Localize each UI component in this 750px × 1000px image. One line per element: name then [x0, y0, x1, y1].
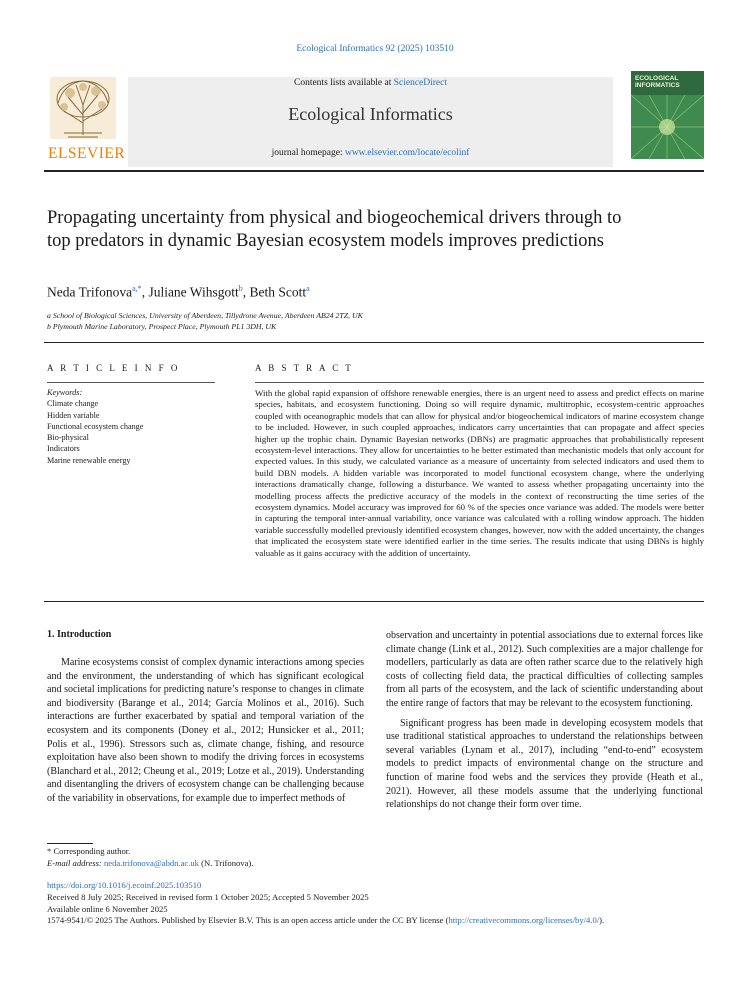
abstract-heading: A B S T R A C T: [255, 363, 354, 373]
keyword-item: Marine renewable energy: [47, 455, 131, 465]
abstract-rule: [255, 382, 704, 383]
journal-homepage-line: [128, 148, 613, 158]
elsevier-wordmark: ELSEVIER: [48, 145, 126, 162]
keywords-block: [47, 387, 143, 466]
author-name[interactable]: Neda Trifonova: [47, 284, 133, 300]
license-prefix: 1574-9541/© 2025 The Authors. Published by Elsevier B.V. This is an open access article under the CC BY license (: [47, 915, 449, 925]
keyword-item: Indicators: [47, 444, 80, 454]
article-info-heading: A R T I C L E I N F O: [47, 363, 180, 373]
license-link[interactable]: http://creativecommons.org/licenses/by/4.0/: [448, 915, 600, 925]
introduction-column-2: [386, 629, 703, 812]
license-line: [47, 915, 604, 925]
keyword-item: Functional ecosystem change: [47, 421, 144, 431]
journal-name: Ecological Informatics: [288, 104, 453, 124]
introduction-paragraph: Significant progress has been made in developing ecosystem models that use traditional statistical approaches to understand the relationships between several variables (Lynam et al., 2017), including “end-to-end” ecosystem models to predict impacts of environmental change on the structure and function of marine food webs and the services they provide (Heath et al., 2021). However, all these models assume that the underlying functional relationships do not change their form over time.: [386, 717, 703, 811]
corresponding-author-note: * Corresponding author.: [47, 846, 131, 856]
keyword-item: Hidden variable: [47, 410, 100, 420]
cover-title: ECOLOGICAL INFORMATICS: [635, 75, 680, 89]
author-affiliation-marker[interactable]: a: [306, 284, 310, 293]
introduction-heading: 1. Introduction: [47, 629, 112, 640]
author-affiliation-marker[interactable]: b: [238, 284, 243, 293]
homepage-prefix: journal homepage:: [271, 148, 345, 158]
cover-art-icon: [631, 95, 704, 159]
keywords-label: Keywords:: [47, 388, 83, 397]
journal-reference-link[interactable]: Ecological Informatics 92 (2025) 103510: [296, 44, 454, 54]
elsevier-logo: [44, 75, 126, 165]
available-online-date: Available online 6 November 2025: [47, 904, 168, 914]
footnote-rule: [47, 843, 93, 844]
journal-cover-image[interactable]: [631, 71, 704, 159]
paper-title: Propagating uncertainty from physical and biogeochemical drivers through to top predators in dynamic Bayesian ecosystem models improves predictions: [47, 208, 622, 251]
abstract-text: With the global rapid expansion of offshore renewable energies, there is an urgent need to assess and predict effects on marine species, habitats, and ecosystem functioning. Doing so will require dynamic, multitrophic, ecosystem-centric approaches coupled with oceanographic models that can allow for physical and/or biogeochemical indicators of marine ecosystem change to be included. However, in such coupled approaches, indicators carry uncertainties that can propagate and affect species higher up the trophic chain. Dynamic Bayesian networks (DBNs) are pragmatic approaches that probabilistically represent ecosystem-level interactions. They allow for uncertainties to be better estimated than mechanistic models that only account for expected values. In this study, we calculated variance as a measure of uncertainty from selected indicators and used them to build DBN models. A hidden variable was incorporated to model functional ecosystem change, where the underlying interactions dramatically change, following a disturbance. We wanted to assess whether propagating uncertainty into the modelling process affects the predictive accuracy of the models in the context of reconstructing the time series of the ecosystem dynamics. Model accuracy was improved for 60 % of the species once variance was added. The models were better in capturing the temporal inter-annual variability, once variance was calculated with a rolling window approach. The hidden variable successfully modelled previously identified ecosystem changes, however, now with the added uncertainty, the changes that implicated the ecosystem state were identified earlier in the time series. The results indicate that using DBNs is highly valuable as it gains accuracy with the addition of uncertainty.: [255, 388, 704, 558]
header-rule: [44, 170, 704, 172]
homepage-link[interactable]: www.elsevier.com/locate/ecolinf: [344, 148, 470, 158]
affiliation-a: a School of Biological Sciences, University of Aberdeen, Tillydrone Avenue, Aberdeen AB24 2TZ, UK: [47, 311, 363, 320]
author-list: Neda Trifonova$^{a,*}$, Juliane Wihsgott$^b$, Beth Scott$^a$: [47, 284, 310, 300]
keyword-item: Bio-physical: [47, 433, 89, 443]
contents-line: [128, 78, 613, 88]
email-suffix: (N. Trifonova).: [198, 858, 254, 868]
contents-prefix: Contents lists available at: [293, 78, 394, 88]
introduction-paragraph: observation and uncertainty in potential associations due to external forces like climate change (Link et al., 2012). Such complexities are a major challenge for modellers, particularly as data are often rather scarce due to the relatively high costs of collecting field data, the practical difficulties of collecting samples from all parts of the ecosystem, and the lack of scientific understanding about the entire range of factors that may be relevant to the ecosystem functioning.: [386, 630, 703, 709]
email-link[interactable]: neda.trifonova@abdn.ac.uk: [103, 858, 199, 868]
email-footnote: [47, 858, 253, 868]
license-suffix: ).: [599, 915, 605, 925]
abstract-bottom-rule: [44, 601, 704, 602]
keyword-item: Climate change: [47, 399, 99, 409]
affiliation-b: b Plymouth Marine Laboratory, Prospect Place, Plymouth PL1 3DH, UK: [47, 322, 277, 331]
author-name[interactable]: Juliane Wihsgott: [148, 284, 239, 300]
email-label: E-mail address:: [47, 858, 104, 868]
section-rule: [44, 342, 704, 343]
received-dates: Received 8 July 2025; Received in revised form 1 October 2025; Accepted 5 November 2025: [47, 892, 369, 902]
introduction-column-1: Marine ecosystems consist of complex dynamic interactions among species and the environment, the understanding of which has significant ecological and societal implications for predicting nature’s response to changes in climate and biodiversity (Barange et al., 2014; García Molinos et al., 2016). Such interactions are further exacerbated by spatial and temporal variation of the ecosystem and its components (Doney et al., 2012; Hunsicker et al., 2011; Polis et al., 1996). Stressors such as, climate change, fishing, and resource exploitation have also been shown to modify the driving forces in ecosystems (Blanchard et al., 2012; Cheung et al., 2019; Lotze et al., 2019). Understanding and disentangling the drivers of ecosystem change can be challenging because of the variability in observations, for example due to imperfect methods of: [47, 657, 364, 804]
article-info-rule: [47, 382, 215, 383]
sciencedirect-link[interactable]: ScienceDirect: [393, 78, 447, 88]
doi-link[interactable]: https://doi.org/10.1016/j.ecoinf.2025.103510: [47, 880, 202, 890]
author-affiliation-marker[interactable]: a,*: [132, 284, 142, 293]
author-name[interactable]: Beth Scott: [249, 284, 307, 300]
